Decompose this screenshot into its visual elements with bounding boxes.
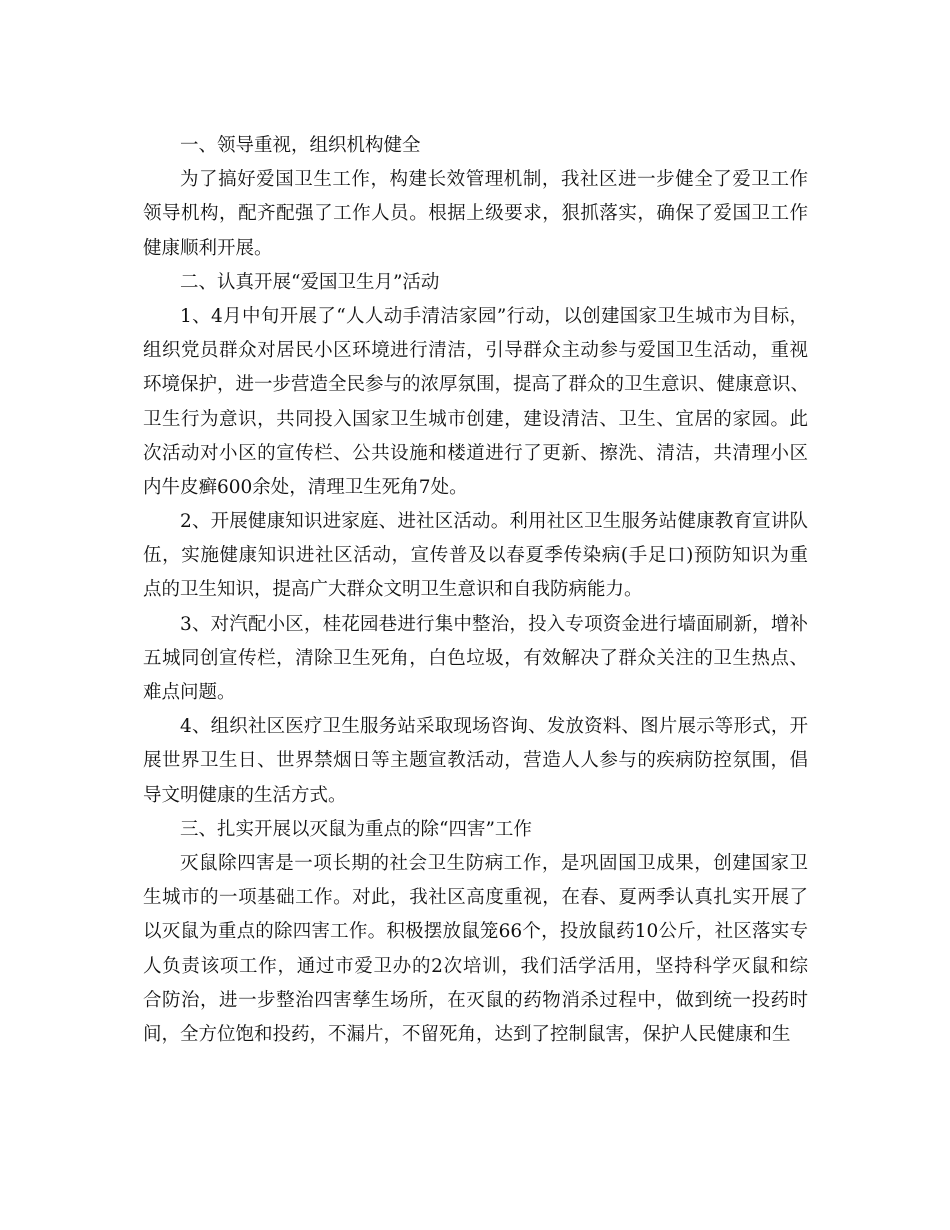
paragraph-first-line: 为了搞好爱国卫生工作，构建长效管理机制，我社区进一步健全了爱卫工作 bbox=[180, 169, 808, 191]
paragraph-first-line: 3、对汽配小区，桂花园巷进行集中整治，投入专项资金进行墙面刷新，增补 bbox=[180, 613, 808, 635]
paragraph-first-line: 二、认真开展“爱国卫生月”活动 bbox=[180, 271, 440, 293]
paragraph-first-line: 一、领导重视，组织机构健全 bbox=[180, 135, 421, 156]
paragraph-line: 伍，实施健康知识进社区活动，宣传普及以春夏季传染病(手足口)预防知识为重 bbox=[143, 545, 808, 567]
paragraph-line: 生城市的一项基础工作。对此，我社区高度重视，在春、夏两季认真扎实开展了 bbox=[143, 887, 808, 909]
paragraph-line: 卫生行为意识，共同投入国家卫生城市创建，建设清洁、卫生、宜居的家园。此 bbox=[143, 408, 808, 430]
paragraph bbox=[143, 163, 808, 266]
paragraph-first-line: 三、扎实开展以灭鼠为重点的除“四害”工作 bbox=[180, 818, 532, 840]
paragraph-line: 间，全方位饱和投药，不漏片，不留死角，达到了控制鼠害，保护人民健康和生 bbox=[143, 1023, 791, 1045]
paragraph-line: 内牛皮癣600余处，清理卫生死角7处。 bbox=[143, 476, 468, 498]
paragraph bbox=[143, 608, 808, 711]
paragraph-line: 健康顺利开展。 bbox=[143, 237, 273, 259]
paragraph-line: 次活动对小区的宣传栏、公共设施和楼道进行了更新、擦洗、清洁，共清理小区 bbox=[143, 442, 808, 464]
paragraph bbox=[143, 300, 808, 505]
paragraph-line: 环境保护，进一步营造全民参与的浓厚氛围，提高了群众的卫生意识、健康意识、 bbox=[143, 374, 810, 396]
paragraph bbox=[143, 266, 808, 300]
document-body bbox=[143, 129, 808, 1052]
paragraph-line: 导文明健康的生活方式。 bbox=[143, 784, 347, 806]
paragraph-line: 点的卫生知识，提高广大群众文明卫生意识和自我防病能力。 bbox=[143, 579, 643, 601]
paragraph-line: 难点问题。 bbox=[143, 682, 236, 703]
paragraph bbox=[143, 129, 808, 163]
paragraph-first-line: 灭鼠除四害是一项长期的社会卫生防病工作，是巩固国卫成果，创建国家卫 bbox=[180, 852, 808, 874]
paragraph-line: 人负责该项工作，通过市爱卫办的2次培训，我们活学活用，坚持科学灭鼠和综 bbox=[143, 955, 808, 977]
paragraph-first-line: 2、开展健康知识进家庭、进社区活动。利用社区卫生服务站健康教育宣讲队 bbox=[180, 511, 808, 533]
paragraph-line: 领导机构，配齐配强了工作人员。根据上级要求，狠抓落实，确保了爱国卫工作 bbox=[143, 203, 808, 225]
paragraph-line: 展世界卫生日、世界禁烟日等主题宣教活动，营造人人参与的疾病防控氛围，倡 bbox=[143, 750, 808, 772]
paragraph-first-line: 4、组织社区医疗卫生服务站采取现场咨询、发放资料、图片展示等形式，开 bbox=[180, 716, 808, 738]
paragraph bbox=[143, 710, 808, 813]
paragraph bbox=[143, 813, 808, 847]
paragraph-line: 合防治，进一步整治四害孳生场所，在灭鼠的药物消杀过程中，做到统一投药时 bbox=[143, 989, 808, 1011]
paragraph bbox=[143, 505, 808, 608]
paragraph bbox=[143, 847, 808, 1052]
paragraph-line: 组织党员群众对居民小区环境进行清洁，引导群众主动参与爱国卫生活动，重视 bbox=[143, 340, 808, 362]
paragraph-line: 五城同创宣传栏，清除卫生死角，白色垃圾，有效解决了群众关注的卫生热点、 bbox=[143, 647, 808, 669]
paragraph-line: 以灭鼠为重点的除四害工作。积极摆放鼠笼66个，投放鼠药10公斤，社区落实专 bbox=[143, 921, 808, 943]
paragraph-first-line: 1、4月中旬开展了“人人动手清洁家园”行动，以创建国家卫生城市为目标， bbox=[180, 305, 808, 327]
